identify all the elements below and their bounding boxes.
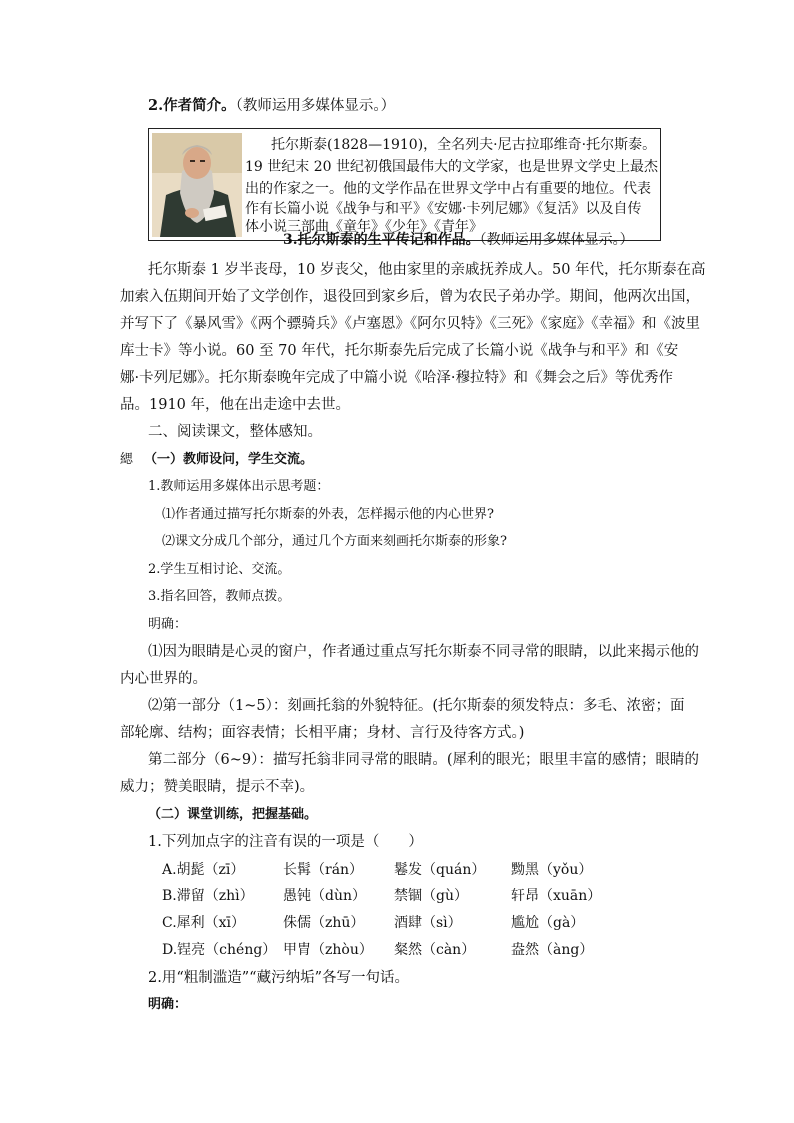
vocab-option: 侏儒（zhū） — [283, 915, 365, 931]
intro-line: 体小说三部曲《童年》《少年》《青年》 — [245, 219, 483, 235]
vocab-option: 鬈发（quán） — [394, 862, 486, 878]
bio-line: 品。1910 年，他在出走途中去世。 — [120, 397, 351, 413]
bio-line: 托尔斯泰 1 岁半丧母，10 岁丧父，他由家里的亲戚抚养成人。50 年代，托尔斯泰在高 — [148, 262, 706, 278]
clarify-label: 明确： — [148, 617, 188, 632]
author-intro-box — [148, 128, 661, 241]
vocab-option: 黝黑（yǒu） — [511, 862, 593, 878]
vocab-option: 尴尬（gà） — [511, 915, 585, 931]
vocab-option: 盎然（àng） — [511, 942, 594, 958]
intro-line: 托尔斯泰(1828—1910)，全名列夫·尼古拉耶维奇·托尔斯泰。 — [271, 137, 657, 153]
vocab-option: A.胡髭（zī） — [162, 862, 245, 878]
answer-1-line: ⑴因为眼睛是心灵的窗户，作者通过重点写托尔斯泰不同寻常的眼睛，以此来揭示他的 — [148, 644, 699, 660]
section3-heading: 3.托尔斯泰的生平传记和作品。 — [283, 232, 480, 248]
vocab-option: B.滞留（zhì） — [162, 888, 254, 904]
question-3: 3.指名回答，教师点拨。 — [148, 589, 291, 604]
vocab-option: 粲然（càn） — [394, 942, 476, 958]
answer-2-line: ⑵第一部分（1~5）：刻画托翁的外貌特征。(托尔斯泰的须发特点：多毛、浓密；面 — [148, 698, 685, 714]
sub2-heading: （二）课堂训练，把握基础。 — [148, 807, 318, 822]
vocab-option: 愚钝（dùn） — [283, 888, 366, 904]
vocab-option: 禁锢（gù） — [394, 888, 468, 904]
vocab-option: C.犀利（xī） — [162, 915, 246, 931]
bio-line: 加索入伍期间开始了文学创作，退役回到家乡后，曾为农民子弟办学。期间，他两次出国， — [120, 289, 700, 305]
question-1b: ⑵课文分成几个部分，通过几个方面来刻画托尔斯泰的形象? — [162, 534, 507, 549]
section3-line — [283, 230, 634, 250]
intro-line: 出的作家之一。他的文学作品在世界文学中占有重要的地位。代表 — [245, 181, 651, 197]
answer-1-line: 内心世界的。 — [120, 671, 207, 687]
vocab-option: 轩昂（xuān） — [511, 888, 602, 904]
answer-3-line: 威力；赞美眼睛，提示不幸)。 — [120, 779, 315, 795]
question-2: 2.学生互相讨论、交流。 — [148, 562, 291, 577]
section2-note: （教师运用多媒体显示。） — [235, 98, 396, 114]
section2-line — [148, 96, 395, 116]
section2-heading: 2.作者简介。 — [148, 97, 236, 114]
intro-line: 19 世纪末 20 世纪初俄国最伟大的文学家，也是世界文学史上最杰 — [245, 159, 658, 175]
answer-2-line: 部轮廓、结构；面容表情；长相平庸；身材、言行及待客方式。) — [120, 725, 525, 741]
bio-line: 并写下了《暴风雪》《两个骠骑兵》《卢塞恩》《阿尔贝特》《三死》《家庭》《幸福》和《波里 — [120, 316, 700, 332]
bio-line: 娜·卡列尼娜》。托尔斯泰晚年完成了中篇小说《哈泽·穆拉特》和《舞会之后》等优秀作 — [120, 370, 673, 386]
intro-line: 作有长篇小说《战争与和平》《安娜·卡列尼娜》《复活》以及自传 — [245, 201, 642, 217]
part2-heading: 二、阅读课文，整体感知。 — [148, 424, 322, 440]
vocab-option: 甲胄（zhòu） — [283, 942, 373, 958]
section3-note: （教师运用多媒体显示。） — [479, 232, 634, 248]
exercise-1: 1.下列加点字的注音有误的一项是（ ） — [148, 834, 423, 850]
exercise-2-clarify: 明确： — [148, 997, 188, 1012]
vocab-option: D.锃亮（chéng） — [162, 942, 277, 958]
bio-line: 库士卡》等小说。60 至 70 年代，托尔斯泰先后完成了长篇小说《战争与和平》和《安 — [120, 343, 679, 359]
vocab-option: 酒肆（sì） — [394, 915, 462, 931]
question-1a: ⑴作者通过描写托尔斯泰的外表，怎样揭示他的内心世界? — [162, 507, 494, 522]
answer-3-line: 第二部分（6~9）：描写托翁非同寻常的眼睛。(犀利的眼光；眼里丰富的感情；眼睛的 — [148, 752, 700, 768]
sub1-heading: （一）教师设问，学生交流。 — [144, 452, 314, 467]
question-1: 1.教师运用多媒体出示思考题： — [148, 479, 330, 494]
tolstoy-portrait-image — [152, 133, 242, 237]
vocab-option: 长髯（rán） — [283, 862, 364, 878]
exercise-2: 2.用“粗制滥造”“藏污纳垢”各写一句话。 — [148, 970, 409, 986]
margin-mark: 緦 — [120, 452, 134, 467]
